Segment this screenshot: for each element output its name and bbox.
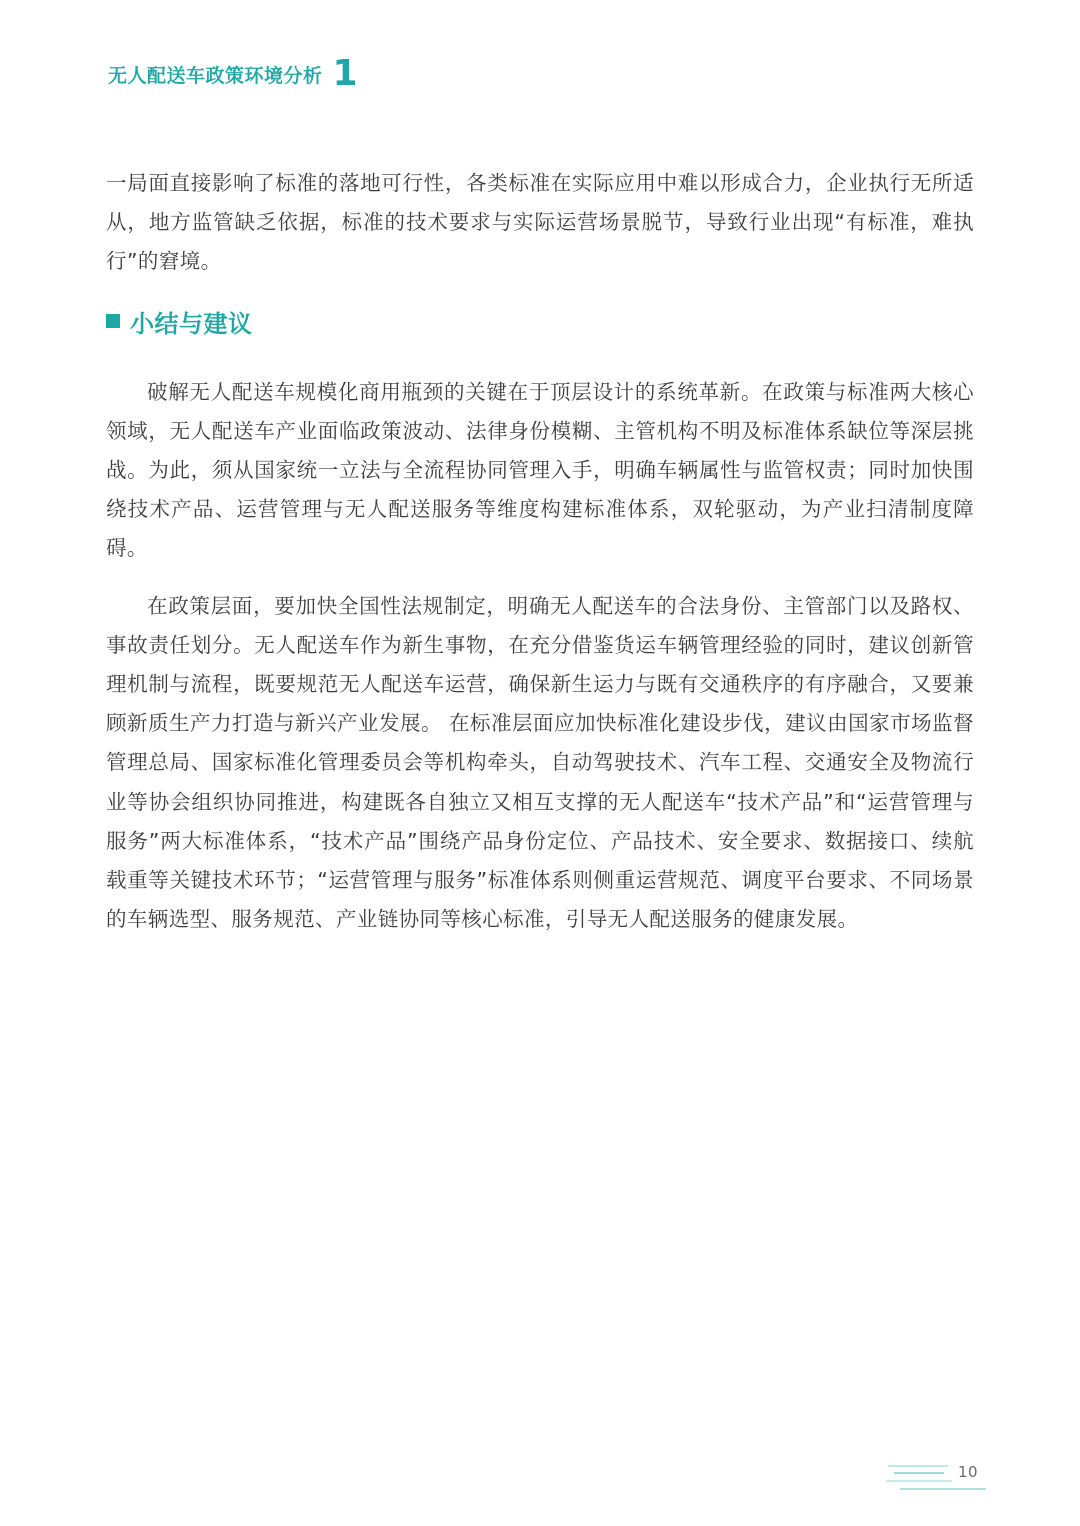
chapter-number: 1 <box>332 53 358 94</box>
square-bullet-icon <box>106 314 120 328</box>
section-title: 小结与建议 <box>130 309 253 338</box>
page-number: 10 <box>958 1463 979 1481</box>
page-content <box>106 164 974 939</box>
intro-paragraph: 一局面直接影响了标准的落地可行性，各类标准在实际应用中难以形成合力，企业执行无所适从，地方监管缺乏依据，标准的技术要求与实际运营场景脱节，导致行业出现“有标准，难执行”的窘境。 <box>106 171 974 274</box>
policy-paragraph: 在政策层面，要加快全国性法规制定，明确无人配送车的合法身份、主管部门以及路权、事故责任划分。无人配送车作为新生事物，在充分借鉴货运车辆管理经验的同时，建议创新管理机制与流程，既要规范无人配送车运营，确保新生运力与既有交通秩序的有序融合，又要兼顾新质生产力打造与新兴产业发展。 在标准层面应加快标准化建设步伐，建议由国家市场监督管理总局、国家标准化管理委员会等机构牵头，自动驾驶技术、汽车工程、交通安全及物流行业等协会组织协同推进，构建既各自独立又相互支撑的无人配送车“技术产品”和“运营管理与服务”两大标准体系，“技术产品”围绕产品身份定位、产品技术、安全要求、数据接口、续航载重等关键技术环节；“运营管理与服务”标准体系则侧重运营规范、调度平台要求、不同场景的车辆选型、服务规范、产业链协同等核心标准，引导无人配送服务的健康发展。 <box>106 593 974 932</box>
summary-paragraph: 破解无人配送车规模化商用瓶颈的关键在于顶层设计的系统革新。在政策与标准两大核心领域，无人配送车产业面临政策波动、法律身份模糊、主管机构不明及标准体系缺位等深层挑战。为此，须从国家统一立法与全流程协同管理入手，明确车辆属性与监管权责；同时加快围绕技术产品、运营管理与无人配送服务等维度构建标准体系，双轮驱动，为产业扫清制度障碍。 <box>106 379 974 561</box>
section-heading <box>106 304 974 339</box>
chapter-title: 无人配送车政策环境分析 <box>108 65 323 87</box>
running-header <box>108 52 358 92</box>
